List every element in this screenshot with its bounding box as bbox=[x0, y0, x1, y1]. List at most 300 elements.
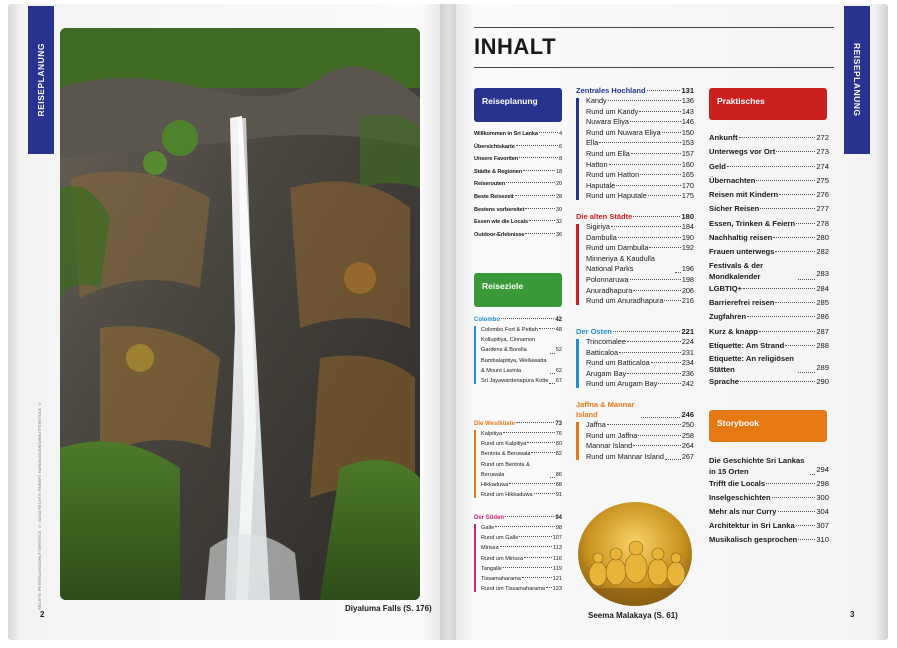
reiseplanung-entry bbox=[474, 141, 562, 154]
dot-leader bbox=[675, 272, 681, 273]
dot-leader bbox=[549, 383, 554, 384]
region-page: 246 bbox=[681, 410, 694, 419]
region-heading bbox=[576, 86, 694, 96]
dot-leader bbox=[760, 208, 815, 209]
toc-entry-page: 119 bbox=[553, 565, 562, 572]
page-number-left: 2 bbox=[40, 610, 45, 619]
dot-leader bbox=[529, 220, 555, 221]
toc-entry-label: Haputale bbox=[586, 180, 616, 190]
section-entry bbox=[481, 564, 562, 574]
toc-entry-label: Rund um Anuradhapura bbox=[586, 296, 664, 306]
region-heading bbox=[576, 327, 694, 337]
praktisches-entry bbox=[709, 145, 829, 159]
storybook-entry bbox=[709, 477, 829, 491]
toc-entry-page: 91 bbox=[555, 492, 562, 499]
toc-entry-label: Sicher Reisen bbox=[709, 204, 760, 214]
toc-entry-label: Tissamaharama bbox=[481, 576, 521, 583]
reiseziele-box: Reiseziele bbox=[474, 273, 562, 307]
region-entry bbox=[586, 420, 694, 431]
toc-entry-page: 52 bbox=[555, 347, 562, 354]
toc-entry-page: 234 bbox=[681, 358, 694, 368]
region-section bbox=[576, 212, 694, 307]
region-entry bbox=[586, 358, 694, 369]
toc-entry-label: Städte & Regionen bbox=[474, 168, 523, 175]
toc-entry-label: LGBTIQ+ bbox=[709, 283, 743, 293]
region-entry bbox=[586, 181, 694, 192]
region-entry bbox=[586, 441, 694, 452]
dot-leader bbox=[775, 251, 815, 252]
toc-entry-page: 290 bbox=[816, 377, 829, 387]
toc-entry-label: Architektur in Sri Lanka bbox=[709, 521, 795, 530]
praktisches-entry bbox=[709, 174, 829, 188]
toc-entry-label: Trincomalee bbox=[586, 337, 626, 346]
dot-leader bbox=[607, 424, 681, 425]
dot-leader bbox=[766, 483, 815, 484]
toc-entry-page: 285 bbox=[816, 297, 829, 307]
dot-leader bbox=[739, 137, 816, 138]
region-section bbox=[576, 86, 694, 202]
dot-leader bbox=[658, 383, 680, 384]
toc-entry-page: 294 bbox=[816, 465, 829, 474]
region-entry bbox=[586, 254, 694, 275]
right-side-tab: REISEPLANUNG bbox=[844, 6, 870, 154]
reiseziele-section bbox=[474, 514, 562, 594]
dot-leader bbox=[519, 536, 551, 537]
dot-leader bbox=[627, 341, 681, 342]
toc-entry-page: 82 bbox=[555, 451, 562, 458]
section-entry bbox=[481, 325, 562, 335]
storybook-entry bbox=[709, 491, 829, 505]
toc-entry-page: 242 bbox=[681, 379, 694, 389]
storybook-entry bbox=[709, 455, 829, 477]
section-entry bbox=[481, 376, 562, 386]
toc-entry-page: 116 bbox=[553, 555, 562, 562]
toc-entry-page: 288 bbox=[816, 340, 829, 350]
dot-leader bbox=[633, 216, 680, 217]
toc-entry-label: Willkommen in Sri Lanka bbox=[474, 131, 538, 137]
dot-leader bbox=[525, 208, 555, 209]
dot-leader bbox=[525, 233, 555, 234]
toc-entry-label: Dambulla bbox=[586, 232, 617, 242]
toc-entry-label: Geld bbox=[709, 161, 726, 171]
section-entry bbox=[481, 554, 562, 564]
toc-entry-label: Rund um Hikkaduwa bbox=[481, 492, 533, 499]
dot-leader bbox=[524, 557, 552, 558]
reiseziele-section bbox=[474, 420, 562, 500]
dot-leader bbox=[505, 516, 554, 517]
region-items bbox=[576, 337, 694, 390]
reiseplanung-entry bbox=[474, 204, 562, 217]
region-entry bbox=[586, 379, 694, 390]
page-number-right: 3 bbox=[850, 610, 855, 619]
toc-entry-label: Essen, Trinken & Feiern bbox=[709, 218, 796, 228]
storybook-box: Storybook bbox=[709, 410, 827, 442]
section-entry bbox=[481, 533, 562, 543]
toc-entry-page: 121 bbox=[552, 576, 562, 583]
dot-leader bbox=[796, 525, 816, 526]
toc-entry-page: 224 bbox=[681, 337, 694, 346]
toc-entry-page: 272 bbox=[816, 133, 829, 142]
toc-entry-page: 36 bbox=[555, 231, 562, 238]
title-rule-bottom bbox=[474, 67, 834, 68]
toc-entry-label: Sri Jayawardenapura Kotte bbox=[481, 378, 549, 385]
toc-entry-label: Outdoor-Erlebnisse bbox=[474, 231, 525, 238]
reiseplanung-entry bbox=[474, 153, 562, 166]
toc-entry-label: Inselgeschichten bbox=[709, 493, 771, 502]
toc-entry-label: Rund um Nuwara Eliya bbox=[586, 127, 661, 137]
toc-entry-page: 184 bbox=[681, 222, 694, 231]
section-entry bbox=[481, 574, 562, 584]
toc-entry-page: 32 bbox=[555, 219, 562, 226]
praktisches-entry bbox=[709, 231, 829, 245]
toc-entry-page: 258 bbox=[681, 430, 694, 440]
toc-entry-label: Etiquette: Am Strand bbox=[709, 340, 785, 350]
dot-leader bbox=[519, 157, 558, 158]
region-entry bbox=[586, 431, 694, 442]
section-title: Der Süden bbox=[474, 515, 505, 521]
toc-entry-page: 86 bbox=[555, 471, 562, 478]
storybook-list bbox=[709, 455, 829, 547]
section-entry bbox=[481, 523, 562, 533]
section-entry bbox=[481, 584, 562, 594]
toc-entry-page: 300 bbox=[816, 493, 829, 502]
praktisches-entry bbox=[709, 160, 829, 174]
section-color-bar bbox=[474, 430, 476, 498]
toc-entry-page: 196 bbox=[681, 264, 694, 274]
toc-entry-page: 98 bbox=[555, 525, 562, 531]
region-entry bbox=[586, 296, 694, 307]
dot-leader bbox=[608, 100, 681, 101]
dot-leader bbox=[611, 226, 681, 227]
reiseplanung-box: Reiseplanung bbox=[474, 88, 562, 122]
region-items bbox=[576, 222, 694, 307]
section-entry bbox=[481, 429, 562, 439]
toc-entry-label: Colombo Fort & Pettah bbox=[481, 327, 538, 333]
dot-leader bbox=[798, 372, 815, 373]
reiseplanung-entry bbox=[474, 191, 562, 204]
dot-leader bbox=[810, 474, 815, 475]
toc-entry-label: Tangalle bbox=[481, 565, 502, 572]
toc-entry-page: 286 bbox=[816, 312, 829, 322]
toc-entry-label: Trifft die Locals bbox=[709, 479, 766, 488]
storybook-entry bbox=[709, 533, 829, 547]
region-entry bbox=[586, 286, 694, 297]
dot-leader bbox=[665, 459, 681, 460]
toc-entry-page: 277 bbox=[816, 204, 829, 214]
dot-leader bbox=[550, 353, 555, 354]
toc-entry-page: 198 bbox=[681, 274, 694, 284]
toc-entry-label: Kandy bbox=[586, 96, 607, 105]
toc-entry-page: 150 bbox=[681, 127, 694, 137]
toc-entry-label: Musikalisch gesprochen bbox=[709, 535, 798, 544]
dot-leader bbox=[550, 373, 555, 374]
dot-leader bbox=[633, 445, 681, 446]
region-entry bbox=[586, 222, 694, 233]
toc-entry-page: 170 bbox=[681, 180, 694, 190]
dot-leader bbox=[506, 182, 555, 183]
toc-entry-label: Barrierefrei reisen bbox=[709, 297, 775, 307]
toc-entry-label: Rund um Arugam Bay bbox=[586, 379, 658, 389]
dot-leader bbox=[785, 345, 815, 346]
toc-entry-label: Übernachten bbox=[709, 175, 756, 185]
reiseplanung-list bbox=[474, 128, 562, 241]
toc-entry-label: Frauen unterwegs bbox=[709, 247, 775, 257]
toc-entry-label: Hatton bbox=[586, 159, 608, 169]
section-title: Die Westküste bbox=[474, 421, 515, 427]
toc-entry-label: Kollupitiya, Cinnamon Gardens & Borella bbox=[481, 337, 536, 354]
storybook-entry bbox=[709, 505, 829, 519]
toc-entry-page: 76 bbox=[555, 431, 562, 437]
toc-entry-label: Rund um Kandy bbox=[586, 106, 639, 116]
dot-leader bbox=[522, 577, 552, 578]
toc-entry-page: 30 bbox=[555, 206, 562, 213]
dot-leader bbox=[664, 300, 680, 301]
toc-entry-page: 236 bbox=[681, 368, 694, 378]
toc-entry-label: Rund um Hatton bbox=[586, 170, 640, 180]
region-entry bbox=[586, 243, 694, 254]
region-items bbox=[576, 96, 694, 202]
toc-entry-page: 20 bbox=[555, 181, 562, 188]
dot-leader bbox=[546, 587, 552, 588]
reiseplanung-entry bbox=[474, 216, 562, 229]
region-entry bbox=[586, 337, 694, 348]
toc-entry-label: Ella bbox=[586, 138, 599, 148]
praktisches-entry bbox=[709, 310, 829, 324]
region-entry bbox=[586, 138, 694, 149]
region-entry bbox=[586, 170, 694, 181]
toc-entry-page: 165 bbox=[681, 170, 694, 180]
dot-leader bbox=[516, 145, 558, 146]
toc-entry-label: Übersichtskarte bbox=[474, 143, 515, 150]
dot-leader bbox=[779, 194, 815, 195]
dot-leader bbox=[727, 166, 815, 167]
toc-entry-page: 8 bbox=[558, 156, 562, 163]
toc-entry-page: 284 bbox=[816, 283, 829, 293]
dot-leader bbox=[531, 452, 554, 453]
toc-entry-page: 157 bbox=[681, 148, 694, 158]
dot-leader bbox=[778, 511, 816, 512]
toc-entry-page: 6 bbox=[558, 143, 562, 150]
praktisches-entry bbox=[709, 339, 829, 353]
dot-leader bbox=[639, 111, 680, 112]
dot-leader bbox=[495, 526, 555, 527]
toc-entry-page: 4 bbox=[558, 131, 562, 137]
toc-entry-label: Rund um Mannar Island bbox=[586, 451, 664, 461]
dot-leader bbox=[501, 318, 554, 319]
toc-entry-label: Mehr als nur Curry bbox=[709, 507, 777, 516]
toc-entry-page: 143 bbox=[681, 106, 694, 116]
section-entry bbox=[481, 439, 562, 449]
reiseplanung-entry bbox=[474, 229, 562, 242]
waterfall-photo bbox=[60, 28, 420, 600]
toc-entry-page: 88 bbox=[555, 482, 562, 489]
region-section bbox=[576, 327, 694, 390]
dot-leader bbox=[798, 279, 815, 280]
dot-leader bbox=[776, 151, 815, 152]
region-page: 221 bbox=[681, 327, 694, 336]
toc-entry-page: 267 bbox=[681, 451, 694, 461]
praktisches-entry bbox=[709, 217, 829, 231]
dot-leader bbox=[796, 223, 815, 224]
dot-leader bbox=[613, 331, 681, 332]
dot-leader bbox=[515, 195, 555, 196]
dot-leader bbox=[740, 381, 815, 382]
dot-leader bbox=[640, 174, 681, 175]
toc-entry-page: 48 bbox=[555, 327, 562, 333]
dot-leader bbox=[539, 328, 555, 329]
section-entry bbox=[481, 543, 562, 553]
toc-entry-page: 283 bbox=[816, 269, 829, 279]
toc-entry-page: 160 bbox=[681, 159, 694, 169]
dot-leader bbox=[631, 153, 681, 154]
praktisches-entry bbox=[709, 188, 829, 202]
toc-entry-label: Rund um Galle bbox=[481, 535, 519, 542]
dot-leader bbox=[630, 121, 681, 122]
toc-entry-label: Rund um Kalpitiya bbox=[481, 441, 527, 448]
dot-leader bbox=[616, 185, 681, 186]
toc-entry-label: Rund um Ella bbox=[586, 148, 630, 158]
toc-entry-page: 307 bbox=[816, 521, 829, 530]
toc-entry-page: 175 bbox=[681, 191, 694, 201]
toc-entry-label: Mirissa bbox=[481, 545, 499, 552]
toc-entry-page: 123 bbox=[552, 586, 562, 593]
circle-photo-caption: Seema Malakaya (S. 61) bbox=[588, 611, 678, 620]
toc-entry-label: Reiserouten bbox=[474, 181, 506, 188]
dot-leader bbox=[756, 180, 815, 181]
toc-entry-page: 206 bbox=[681, 285, 694, 295]
dot-leader bbox=[500, 546, 552, 547]
region-entry bbox=[586, 107, 694, 118]
praktisches-entry bbox=[709, 282, 829, 296]
toc-entry-label: Sprache bbox=[709, 377, 739, 387]
page-title: INHALT bbox=[474, 34, 557, 59]
praktisches-entry bbox=[709, 375, 829, 389]
dot-leader bbox=[627, 373, 681, 374]
book-spine bbox=[440, 4, 456, 640]
toc-entry-page: 62 bbox=[555, 367, 562, 374]
praktisches-entry bbox=[709, 325, 829, 339]
toc-entry-label: Nachhaltig reisen bbox=[709, 233, 773, 243]
dot-leader bbox=[648, 195, 681, 196]
dot-leader bbox=[618, 237, 681, 238]
dot-leader bbox=[775, 302, 815, 303]
toc-entry-page: 304 bbox=[816, 507, 829, 516]
region-title: Die alten Städte bbox=[576, 212, 633, 221]
section-heading bbox=[474, 514, 562, 523]
section-heading bbox=[474, 316, 562, 325]
toc-entry-label: Arugam Bay bbox=[586, 368, 627, 378]
dot-leader bbox=[523, 170, 555, 171]
praktisches-entry bbox=[709, 353, 829, 375]
reiseziele-section bbox=[474, 316, 562, 386]
toc-entry-page: 107 bbox=[552, 535, 562, 542]
dot-leader bbox=[550, 477, 555, 478]
praktisches-entry bbox=[709, 131, 829, 145]
toc-entry-label: Unsere Favoriten bbox=[474, 156, 519, 163]
toc-entry-label: Zugfahren bbox=[709, 312, 747, 322]
section-page: 94 bbox=[555, 515, 562, 521]
region-entry bbox=[586, 160, 694, 171]
dot-leader bbox=[743, 288, 815, 289]
buddha-statues-photo bbox=[578, 502, 692, 606]
region-heading bbox=[576, 400, 694, 420]
region-entry bbox=[586, 369, 694, 380]
section-items bbox=[474, 325, 562, 386]
toc-entry-label: Beste Reisezeit bbox=[474, 193, 514, 200]
toc-entry-label: Hikkaduwa bbox=[481, 482, 509, 489]
toc-entry-page: 264 bbox=[681, 441, 694, 451]
section-page: 42 bbox=[555, 317, 562, 323]
section-color-bar bbox=[474, 524, 476, 592]
section-entry bbox=[481, 449, 562, 459]
toc-entry-page: 113 bbox=[553, 545, 562, 552]
toc-entry-label: Bambalapitiya, Wellawatta & Mount Lavinia bbox=[481, 357, 547, 374]
toc-entry-label: Rund um Jaffna bbox=[586, 430, 638, 440]
toc-entry-page: 298 bbox=[816, 479, 829, 488]
toc-entry-page: 278 bbox=[816, 218, 829, 228]
storybook-entry bbox=[709, 519, 829, 533]
toc-entry-label: Jaffna bbox=[586, 420, 606, 429]
toc-entry-label: Nuwara Eliya bbox=[586, 117, 629, 127]
toc-entry-page: 67 bbox=[555, 378, 562, 385]
photo-credit: RECHTS: PETERSLONG/SHUTTERSTOCK ©; GANZ RECHTS: ROBERT HARDING/VIDEO/SHUTTERSTOCK © bbox=[37, 401, 42, 610]
region-section bbox=[576, 400, 694, 462]
toc-entry-label: Unterwegs vor Ort bbox=[709, 147, 776, 157]
toc-entry-label: Rund um Batticaloa bbox=[586, 358, 650, 368]
dot-leader bbox=[609, 164, 681, 165]
toc-entry-label: Rund um Mirissa bbox=[481, 555, 523, 562]
region-entry bbox=[586, 149, 694, 160]
dot-leader bbox=[503, 567, 552, 568]
region-entry bbox=[586, 117, 694, 128]
toc-entry-label: Essen wie die Locals bbox=[474, 219, 528, 226]
region-title: Zentrales Hochland bbox=[576, 86, 646, 95]
toc-entry-page: 80 bbox=[555, 441, 562, 448]
section-color-bar bbox=[474, 326, 476, 384]
dot-leader bbox=[509, 483, 554, 484]
toc-entry-label: Rund um Dambulla bbox=[586, 243, 649, 253]
toc-entry-label: Batticaloa bbox=[586, 347, 619, 357]
toc-entry-label: Bentota & Beruwala bbox=[481, 451, 531, 458]
section-items bbox=[474, 523, 562, 594]
region-entry bbox=[586, 452, 694, 463]
toc-entry-label: Bestens vorbereitet bbox=[474, 206, 525, 213]
toc-entry-page: 190 bbox=[681, 232, 694, 242]
toc-entry-label: Rund um Tissamaharama bbox=[481, 586, 546, 593]
dot-leader bbox=[503, 432, 555, 433]
toc-entry-label: Kurz & knapp bbox=[709, 326, 758, 336]
region-entry bbox=[586, 191, 694, 202]
dot-leader bbox=[619, 352, 681, 353]
dot-leader bbox=[641, 417, 680, 418]
toc-entry-page: 231 bbox=[681, 347, 694, 357]
toc-entry-page: 250 bbox=[681, 420, 694, 429]
region-title: Der Osten bbox=[576, 327, 612, 336]
toc-entry-label: Rund um Bentota & Beruwala bbox=[481, 461, 530, 478]
toc-entry-label: Festivals & der Mondkalender bbox=[709, 260, 764, 281]
dot-leader bbox=[527, 442, 554, 443]
reiseplanung-entry bbox=[474, 178, 562, 191]
dot-leader bbox=[662, 132, 681, 133]
dot-leader bbox=[773, 237, 815, 238]
region-entry bbox=[586, 348, 694, 359]
section-entry bbox=[481, 460, 562, 480]
toc-entry-page: 282 bbox=[816, 247, 829, 257]
section-items bbox=[474, 429, 562, 500]
toc-entry-page: 310 bbox=[816, 535, 829, 544]
dot-leader bbox=[638, 435, 680, 436]
toc-entry-label: Sigiriya bbox=[586, 222, 610, 231]
